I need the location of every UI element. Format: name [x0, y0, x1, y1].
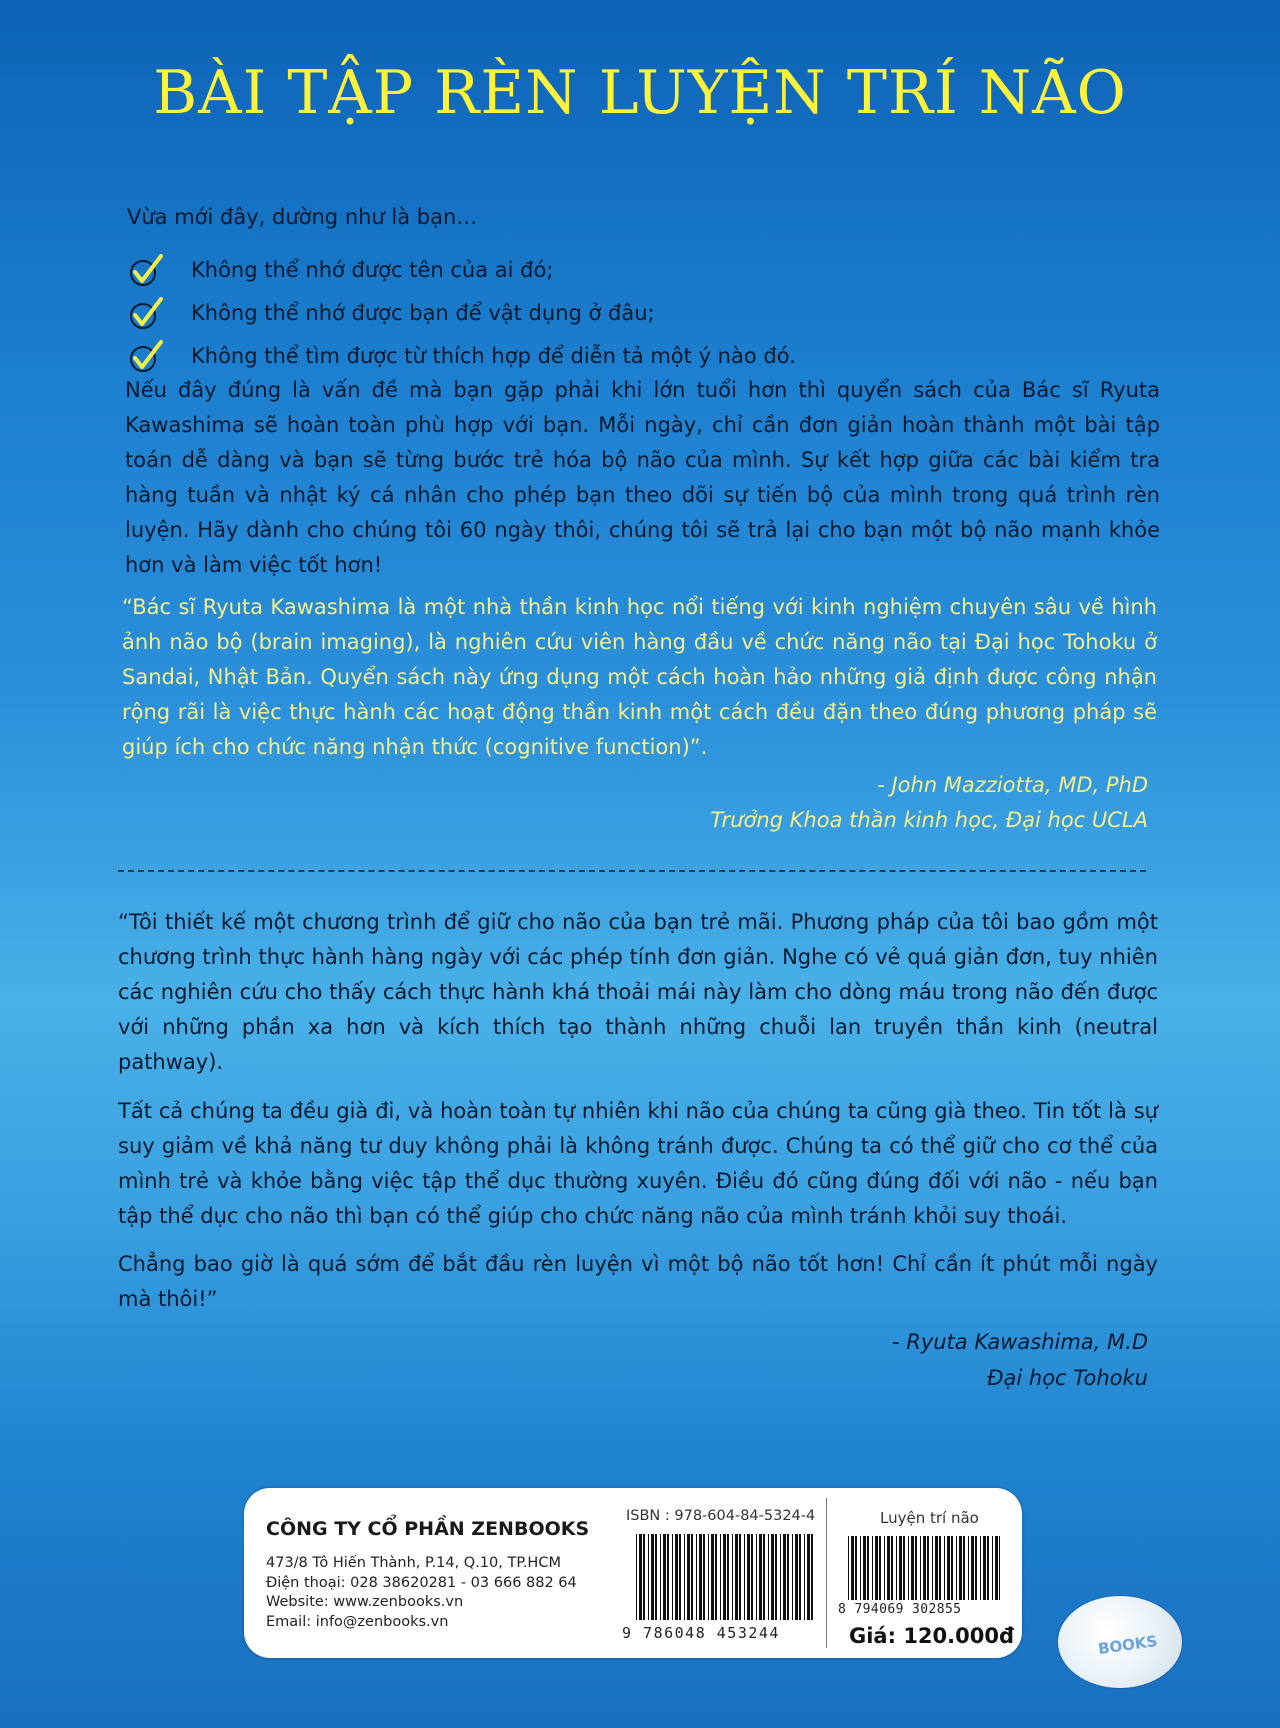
checklist-item [127, 291, 796, 334]
isbn-label: ISBN : 978-604-84-5324-4 [626, 1508, 816, 1524]
publisher-website: Website: www.zenbooks.vn [266, 1594, 464, 1610]
publisher-email: Email: info@zenbooks.vn [266, 1613, 449, 1630]
author-quote-paragraph-1: “Tôi thiết kế một chương trình để giữ cho não của bạn trẻ mãi. Phương pháp của tôi bao gồm một chương trình thực hành hàng ngày với các phép tính đơn giản. Nghe có vẻ quá giản đơn, tuy nhiên các nghiên cứu cho thấy cách thực hành khá thoải mái này làm cho dòng máu trong não đến được với những phần xa hơn và kích thích tạo thành những chuỗi lan truyền thần kinh (neutral pathway). [118, 910, 1158, 1074]
checklist-text: Không thể tìm được từ thích hợp để diễn tả một ý nào đó. [191, 343, 796, 368]
checkmark-icon [127, 338, 167, 374]
dashed-divider [118, 870, 1146, 872]
publisher-name: CÔNG TY CỔ PHẦN ZENBOOKS [266, 1518, 590, 1540]
hologram-seal [1058, 1596, 1182, 1688]
author-quote-paragraph-3: Chẳng bao giờ là quá sớm để bắt đầu rèn luyện vì một bộ não tốt hơn! Chỉ cần ít phút mỗi ngày mà thôi!” [118, 1252, 1158, 1311]
card-divider [826, 1498, 827, 1648]
endorsement-quote: “Bác sĩ Ryuta Kawashima là một nhà thần kinh học nổi tiếng với kinh nghiệm chuyên sâu về hình ảnh não bộ (brain imaging), là nghiên cứu viên hàng đầu về chức năng não tại Đại học Tohoku ở Sandai, Nhật Bản. Quyển sách này ứng dụng một cách hoàn hảo những giả định được công nhận rộng rãi là việc thực hành các hoạt động thần kinh một cách đều đặn theo đúng phương pháp sẽ giúp ích cho chức năng nhận thức (cognitive function)”. [122, 595, 1157, 759]
isbn-barcode [636, 1534, 814, 1620]
description-paragraph: Nếu đây đúng là vấn đề mà bạn gặp phải khi lớn tuổi hơn thì quyển sách của Bác sĩ Ryuta Kawashima sẽ hoàn toàn phù hợp với bạn. Mỗi ngày, chỉ cần đơn giản hoàn thành một bài tập toán dễ dàng và bạn sẽ từng bước trẻ hóa bộ não của mình. Sự kết hợp giữa các bài kiểm tra hàng tuần và nhật ký cá nhân cho phép bạn theo dõi sự tiến bộ của mình trong quá trình rèn luyện. Hãy dành cho chúng tôi 60 ngày thôi, chúng tôi sẽ trả lại cho bạn một bộ não mạnh khỏe hơn và làm việc tốt hơn! [125, 378, 1160, 577]
checklist-item [127, 334, 796, 377]
publisher-address: 473/8 Tô Hiến Thành, P.14, Q.10, TP.HCM [266, 1555, 561, 1571]
author-name: - Ryuta Kawashima, M.D [891, 1330, 1148, 1354]
price-barcode-number: 8 794069 302855 [838, 1602, 962, 1617]
checklist-text: Không thể nhớ được tên của ai đó; [191, 257, 554, 282]
checklist [127, 248, 796, 377]
author-quote-paragraph-2: Tất cả chúng ta đều già đi, và hoàn toàn tự nhiên khi não của chúng ta cũng già theo. Tin tốt là sự suy giảm về khả năng tư duy không phải là không tránh được. Chúng ta có thể giữ cho cơ thể của mình trẻ và khỏe bằng việc tập thể dục thường xuyên. Điều đó cũng đúng đối với não - nếu bạn tập thể dục cho não thì bạn có thể giúp cho chức năng não của mình tránh khỏi suy thoái. [118, 1099, 1158, 1228]
isbn-barcode-number: 9 786048 453244 [622, 1624, 780, 1642]
price-label: Giá: 120.000đ [849, 1624, 1014, 1648]
page-title: BÀI TẬP RÈN LUYỆN TRÍ NÃO [153, 58, 1127, 128]
publisher-phone: Điện thoại: 028 38620281 - 03 666 882 64 [266, 1574, 577, 1591]
endorsement-role: Trưởng Khoa thần kinh học, Đại học UCLA [710, 808, 1148, 832]
checklist-text: Không thể nhớ được bạn để vật dụng ở đâu; [191, 300, 655, 325]
seal-text: BOOKS [1097, 1631, 1159, 1659]
checkmark-icon [127, 252, 167, 288]
endorsement-author: - John Mazziotta, MD, PhD [877, 773, 1148, 797]
publisher-contact [266, 1554, 577, 1632]
checkmark-icon [127, 295, 167, 331]
intro-line: Vừa mới đây, dường như là bạn… [127, 205, 478, 229]
checklist-item [127, 248, 796, 291]
publisher-info-card [244, 1488, 1022, 1658]
short-title: Luyện trí não [880, 1509, 979, 1527]
author-affiliation: Đại học Tohoku [987, 1366, 1148, 1390]
price-barcode [848, 1536, 1000, 1600]
